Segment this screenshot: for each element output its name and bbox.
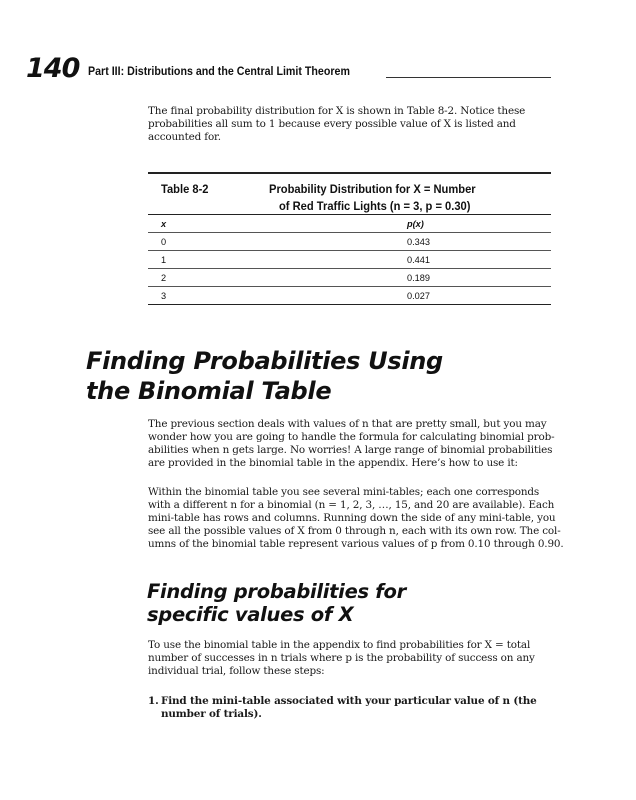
text-line: number of successes in n trials where p is the probability of success on any — [148, 652, 535, 664]
text-line: wonder how you are going to handle the formula for calculating binomial prob- — [148, 431, 555, 443]
cell-x: 0 — [148, 233, 407, 251]
text-line: individual trial, follow these steps: — [148, 665, 325, 677]
step-text — [161, 695, 537, 721]
text-line: abilities when n gets large. No worries! A large range of binomial probabilities — [148, 444, 553, 456]
table-row — [148, 287, 551, 305]
text-line: mini-table has rows and columns. Running down the side of any mini-table, you — [148, 512, 556, 524]
text-line: The previous section deals with values of n that are pretty small, but you may — [148, 418, 547, 430]
intro-paragraph — [148, 105, 550, 144]
text-line: umns of the binomial table represent various values of p from 0.10 through 0.90. — [148, 538, 564, 550]
subsection-heading — [147, 580, 406, 626]
subsection-paragraph — [148, 639, 550, 678]
text-line: see all the possible values of X from 0 through n, each with its own row. The col- — [148, 525, 561, 537]
text-line: with a different n for a binomial (n = 1, 2, 3, …, 15, and 20 are available). Each — [148, 499, 555, 511]
text-line: number of trials). — [161, 708, 262, 720]
text-line: The final probability distribution for X is shown in Table 8-2. Notice these — [148, 105, 526, 117]
table-row — [148, 269, 551, 287]
cell-x: 1 — [148, 251, 407, 269]
text-line: are provided in the binomial table in the appendix. Here’s how to use it: — [148, 457, 518, 469]
text-line: Find the mini-table associated with your particular value of n (the — [161, 695, 537, 707]
cell-px: 0.343 — [407, 233, 551, 251]
cell-x: 2 — [148, 269, 407, 287]
page-number: 140 — [26, 53, 80, 84]
table-header-row — [148, 215, 551, 233]
cell-x: 3 — [148, 287, 407, 305]
heading-line: specific values of X — [147, 603, 354, 626]
header-rule — [386, 77, 551, 78]
table-title-line1: Probability Distribution for X = Number — [269, 182, 476, 196]
column-header-x: x — [148, 215, 407, 233]
heading-line: Finding probabilities for — [147, 580, 406, 603]
running-head: Part III: Distributions and the Central Limit Theorem — [88, 65, 350, 78]
heading-line: the Binomial Table — [86, 377, 332, 405]
text-line: Within the binomial table you see several mini-tables; each one corresponds — [148, 486, 540, 498]
text-line: To use the binomial table in the appendix to find probabilities for X = total — [148, 639, 531, 651]
section-heading — [86, 346, 443, 406]
table-caption — [148, 174, 551, 214]
table-title-line2: of Red Traffic Lights (n = 3, p = 0.30) — [279, 199, 471, 213]
section-paragraph-2 — [148, 486, 564, 551]
cell-px: 0.027 — [407, 287, 551, 305]
heading-line: Finding Probabilities Using — [86, 347, 443, 375]
table-number: Table 8-2 — [161, 182, 209, 196]
step-number: 1. — [148, 695, 159, 707]
table-row — [148, 233, 551, 251]
column-header-px: p(x) — [407, 215, 551, 233]
table-body — [148, 215, 551, 305]
text-line: accounted for. — [148, 131, 221, 143]
cell-px: 0.441 — [407, 251, 551, 269]
table-row — [148, 251, 551, 269]
cell-px: 0.189 — [407, 269, 551, 287]
text-line: probabilities all sum to 1 because every possible value of X is listed and — [148, 118, 516, 130]
probability-table — [148, 172, 551, 305]
section-paragraph-1 — [148, 418, 555, 470]
